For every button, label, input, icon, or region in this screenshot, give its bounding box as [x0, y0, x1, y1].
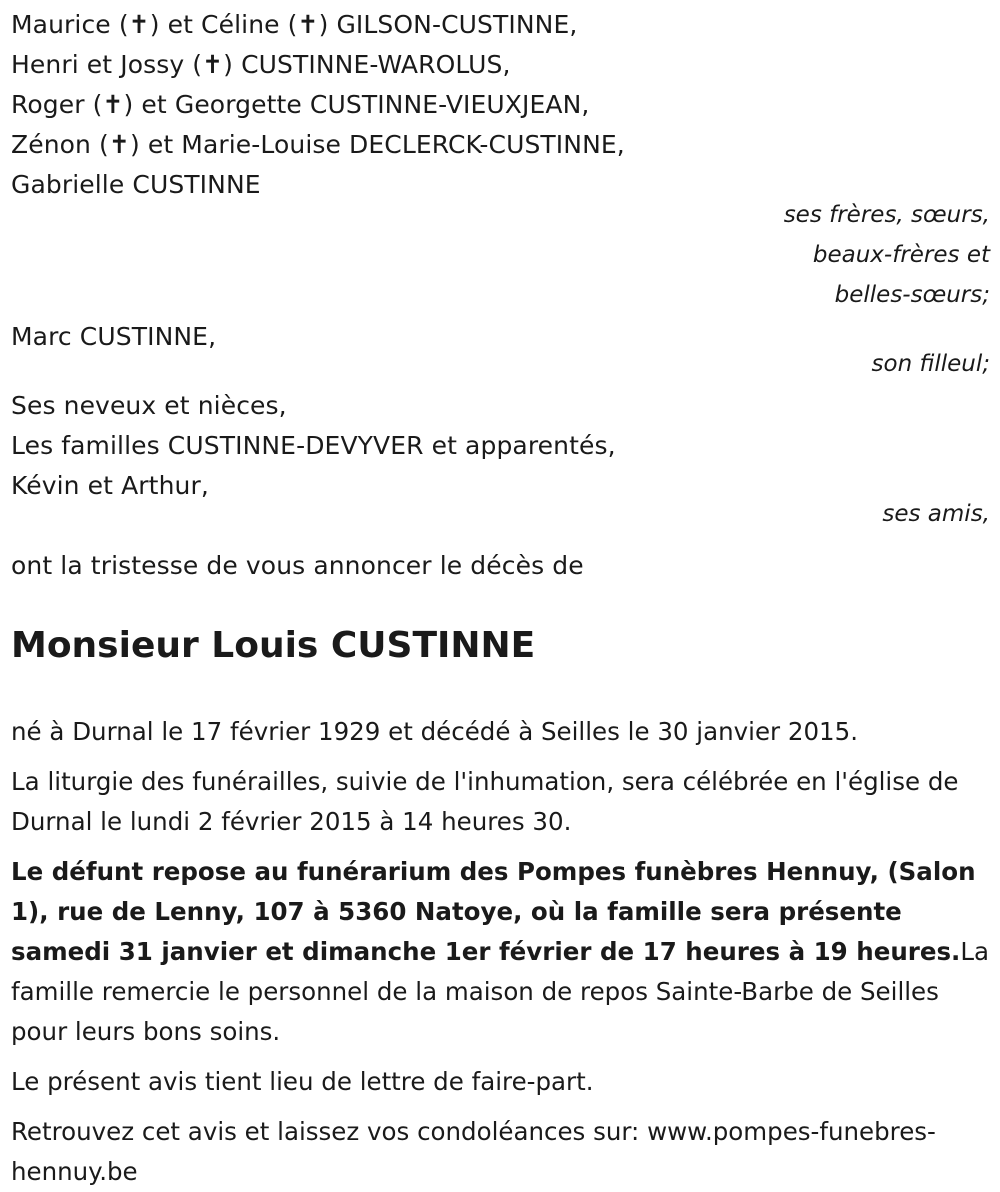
sibling-line: Maurice (✝) et Céline (✝) GILSON-CUSTINNE, [11, 10, 578, 39]
sibling-line: Henri et Jossy (✝) CUSTINNE-WAROLUS, [11, 50, 511, 79]
birth-death-paragraph: né à Durnal le 17 février 1929 et décédé à Seilles le 30 janvier 2015. [11, 717, 859, 746]
sibling-line: Roger (✝) et Georgette CUSTINNE-VIEUXJEAN, [11, 90, 590, 119]
godson-relation: son filleul; [871, 351, 990, 377]
siblings-relation [11, 195, 990, 315]
sibling-line: Gabrielle CUSTINNE [11, 170, 261, 199]
notice-paragraph: Le présent avis tient lieu de lettre de faire-part. [11, 1067, 594, 1096]
others-relation: ses amis, [882, 501, 990, 527]
relation-line: belles-sœurs; [834, 282, 990, 308]
others-block [11, 386, 990, 534]
announcement-text: ont la tristesse de vous annoncer le décès de [11, 551, 584, 580]
others-line: Ses neveux et nièces, [11, 391, 287, 420]
godson-block [11, 317, 990, 384]
visitation-paragraph [11, 852, 990, 1052]
godson-name: Marc CUSTINNE, [11, 322, 217, 351]
website-paragraph: Retrouvez cet avis et laissez vos condoléances sur: www.pompes-funebres-hennuy.be [11, 1117, 936, 1186]
sibling-line: Zénon (✝) et Marie-Louise DECLERCK-CUSTINNE, [11, 130, 625, 159]
others-line: Les familles CUSTINNE-DEVYVER et apparentés, [11, 431, 616, 460]
relation-line: ses frères, sœurs, [783, 202, 990, 228]
others-line: Kévin et Arthur, [11, 471, 209, 500]
deceased-name: Monsieur Louis CUSTINNE [11, 625, 536, 666]
thanks-text: La famille remercie le personnel de la maison de repos Sainte-Barbe de Seilles pour leurs bons soins. [11, 937, 990, 1046]
liturgy-paragraph: La liturgie des funérailles, suivie de l'inhumation, sera célébrée en l'église de Durnal le lundi 2 février 2015 à 14 heures 30. [11, 767, 959, 836]
visitation-bold-text: Le défunt repose au funérarium des Pompes funèbres Hennuy, (Salon 1), rue de Lenny, 107 à 5360 Natoye, où la famille sera présente samedi 31 janvier et dimanche 1er février de 17 heures à 19 heures. [11, 857, 976, 966]
siblings-list [11, 0, 990, 205]
relation-line: beaux-frères et [812, 242, 990, 268]
